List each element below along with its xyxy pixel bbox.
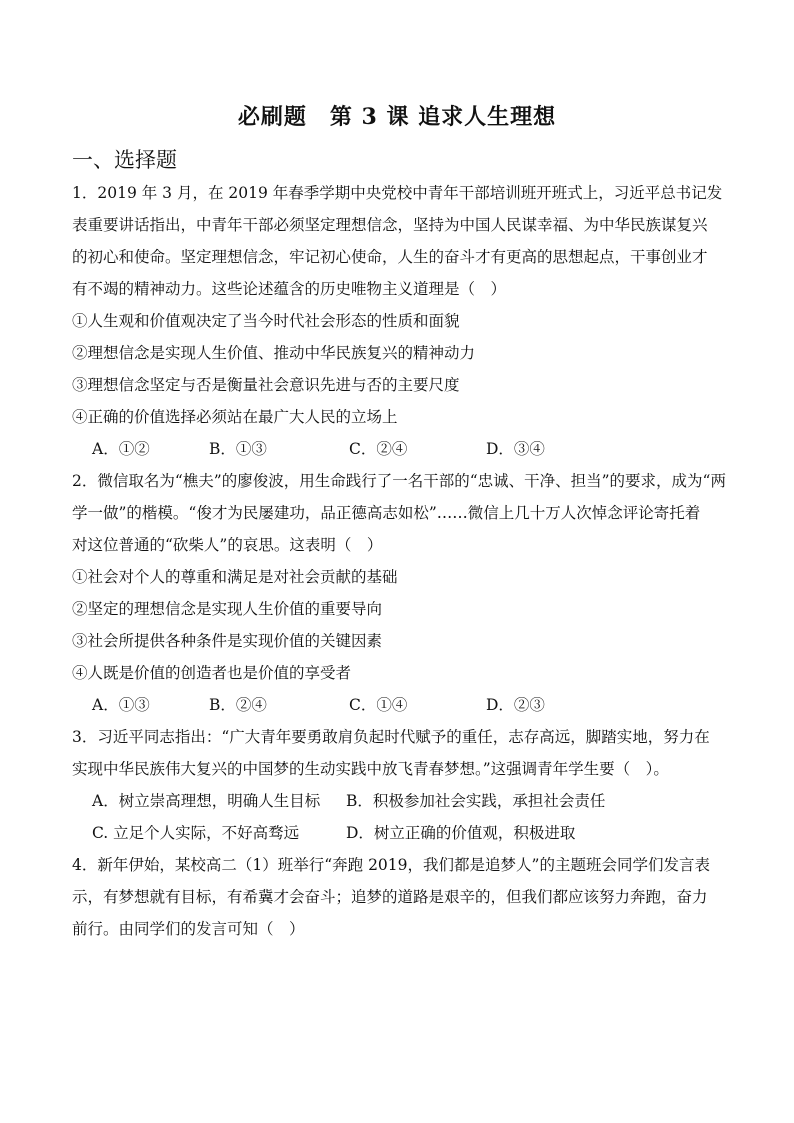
q2-option: ④人既是价值的创造者也是价值的享受者	[72, 664, 352, 682]
q3-choice-a[interactable]: A．树立崇高理想，明确人生目标	[92, 792, 321, 810]
page-title: 必刷题 第 3 课 追求人生理想	[237, 104, 557, 130]
q2-option: ①社会对个人的尊重和满足是对社会贡献的基础	[72, 568, 398, 586]
q3-choice-b[interactable]: B．积极参加社会实践，承担社会责任	[346, 792, 606, 810]
q2-option: ②坚定的理想信念是实现人生价值的重要导向	[72, 600, 383, 618]
q4-stem-line: 前行。由同学们的发言可知（ ）	[72, 920, 305, 938]
q1-choice-c[interactable]: C．②④	[349, 440, 408, 458]
q3-choice-c[interactable]: C. 立足个人实际，不好高骛远	[92, 824, 300, 842]
q1-choice-d[interactable]: D．③④	[486, 440, 545, 458]
q1-option: ④正确的价值选择必须站在最广大人民的立场上	[72, 408, 398, 426]
q1-choice-b[interactable]: B．①③	[209, 440, 267, 458]
q1-option: ①人生观和价值观决定了当今时代社会形态的性质和面貌	[72, 312, 460, 330]
q2-choice-b[interactable]: B．②④	[209, 696, 267, 714]
q3-stem-line: 实现中华民族伟大复兴的中国梦的生动实践中放飞青春梦想。”这强调青年学生要（ ）。	[72, 760, 669, 778]
q1-choice-a[interactable]: A．①②	[92, 440, 150, 458]
q2-stem-line: 2．微信取名为“樵夫”的廖俊波，用生命践行了一名干部的“忠诚、干净、担当”的要求，成为“两	[72, 472, 726, 490]
q4-stem-line: 4．新年伊始，某校高二（1）班举行“奔跑 2019，我们都是追梦人”的主题班会同学们发言表	[72, 856, 710, 874]
q1-stem-line: 有不竭的精神动力。这些论述蕴含的历史唯物主义道理是（ ）	[72, 280, 507, 298]
q3-stem-line: 3．习近平同志指出：“广大青年要勇敢肩负起时代赋予的重任，志存高远，脚踏实地，努力在	[72, 728, 710, 746]
q1-stem-line: 1．2019 年 3 月，在 2019 年春季学期中央党校中青年干部培训班开班式上，习近平总书记发	[72, 184, 723, 202]
section-heading: 一、选择题	[72, 148, 177, 172]
q2-option: ③社会所提供各种条件是实现价值的关键因素	[72, 632, 383, 650]
q1-stem-line: 表重要讲话指出，中青年干部必须坚定理想信念，坚持为中国人民谋幸福、为中华民族谋复兴	[72, 216, 708, 234]
q1-stem-line: 的初心和使命。坚定理想信念，牢记初心使命，人生的奋斗才有更高的思想起点，干事创业才	[72, 248, 708, 266]
q2-stem-line: 对这位普通的“砍柴人”的哀思。这表明（ ）	[72, 536, 383, 554]
q1-option: ③理想信念坚定与否是衡量社会意识先进与否的主要尺度	[72, 376, 460, 394]
q2-choice-d[interactable]: D．②③	[486, 696, 545, 714]
q1-option: ②理想信念是实现人生价值、推动中华民族复兴的精神动力	[72, 344, 476, 362]
q4-stem-line: 示，有梦想就有目标，有希冀才会奋斗；追梦的道路是艰辛的，但我们都应该努力奔跑，奋力	[72, 888, 708, 906]
q2-choice-c[interactable]: C．①④	[349, 696, 408, 714]
q2-choice-a[interactable]: A．①③	[92, 696, 150, 714]
q3-choice-d[interactable]: D．树立正确的价值观，积极进取	[346, 824, 576, 842]
q2-stem-line: 学一做”的楷模。“俊才为民屡建功，品正德高志如松”……微信上几十万人次悼念评论寄托着	[72, 504, 701, 522]
